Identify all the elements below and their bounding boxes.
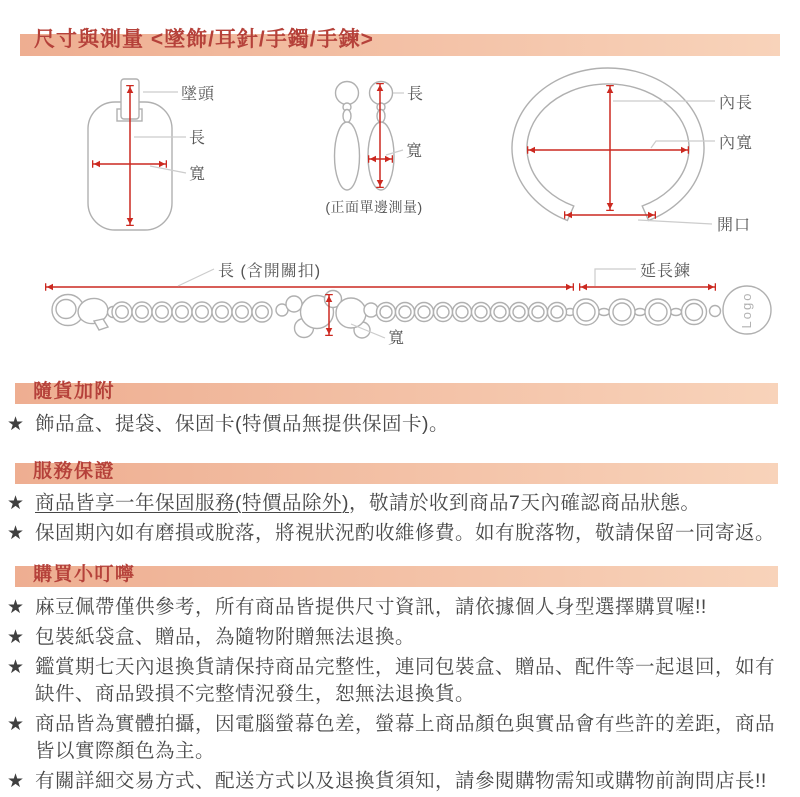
earring-caption: (正面單邊測量) [325,199,423,215]
bangle-opening-label: 開口 [717,217,752,234]
bangle-inner-width-label: 內寬 [719,135,754,152]
item-text: 商品皆為實體拍攝，因電腦螢幕色差，螢幕上商品顏色與實品會有些許的差距，商品皆以實際顏色為主。 [35,713,776,762]
section-bar [15,463,778,484]
star-icon: ★ [7,714,25,735]
section-heading-reminders: 購買小叮嚀 [33,564,136,585]
pendant-length-label: 長 [189,130,207,147]
pendant-diagram [88,79,215,230]
list-item [7,711,794,765]
item-text: 飾品盒、提袋、保固卡(特價品無提供保固卡)。 [35,413,449,435]
bead-cluster [276,291,378,339]
list-item [7,624,794,651]
section-guarantee [15,454,778,484]
chain-length-label: 長 (含開關扣) [218,263,322,280]
bangle-inner-length-label: 內長 [719,95,754,112]
item-text: 有關詳細交易方式、配送方式以及退換貨須知，請參閱購物需知或購物前詢問店長!! [35,770,767,792]
star-icon: ★ [7,523,25,544]
logo-tag-text: Logo [739,291,754,329]
list-item [7,490,794,517]
item-text: 保固期內如有磨損或脫落，將視狀況酌收維修費。如有脫落物，敬請保留一同寄返。 [35,522,776,544]
list-item [7,520,794,547]
title-section [20,26,780,56]
item-text [35,490,794,517]
included-items [7,411,794,441]
section-heading-included: 隨貨加附 [33,381,116,402]
section-included [15,374,778,404]
lobster-clasp-icon [52,295,119,331]
list-item [7,594,794,621]
guarantee-items [7,490,794,550]
pendant-bail-label: 墜頭 [181,86,216,103]
earring-width-label: 寬 [406,143,424,160]
section-reminders [15,557,778,587]
earring-length-label: 長 [407,86,425,103]
reminder-items [7,594,794,797]
star-icon: ★ [7,627,25,648]
star-icon: ★ [7,493,25,514]
extension-chain [573,299,721,325]
chain-width-label: 寬 [388,330,406,347]
list-item [7,411,794,438]
star-icon: ★ [7,597,25,618]
chain-diagram [45,262,771,347]
item-text: 麻豆佩帶僅供參考，所有商品皆提供尺寸資訊，請依據個人身型選擇購買喔!! [35,596,707,618]
page-title: 尺寸與測量 <墜飾/耳針/手鐲/手鍊> [34,28,374,51]
list-item [7,654,794,708]
measurement-diagrams [0,55,800,365]
section-heading-guarantee: 服務保證 [33,461,116,482]
pendant-width-label: 寬 [189,166,207,183]
list-item [7,768,794,795]
chain-extension-label: 延長鍊 [640,263,692,280]
star-icon: ★ [7,414,25,435]
logo-tag [723,286,771,334]
bangle-diagram [512,68,753,234]
item-text: 鑑賞期七天內退換貨請保持商品完整性，連同包裝盒、贈品、配件等一起退回，如有缺件、商品毀損不完整情況發生，恕無法退換貨。 [35,656,776,705]
item-text-rest: ，敬請於收到商品7天內確認商品狀態。 [349,492,701,514]
chain-links-right [377,303,576,322]
section-bar [15,383,778,404]
star-icon: ★ [7,771,25,792]
item-text: 包裝紙袋盒、贈品，為隨物附贈無法退換。 [35,626,416,648]
underlined-text: 商品皆享一年保固服務(特價品除外) [35,492,349,514]
earring-diagram [325,82,424,216]
chain-links-left [112,302,272,322]
star-icon: ★ [7,657,25,678]
